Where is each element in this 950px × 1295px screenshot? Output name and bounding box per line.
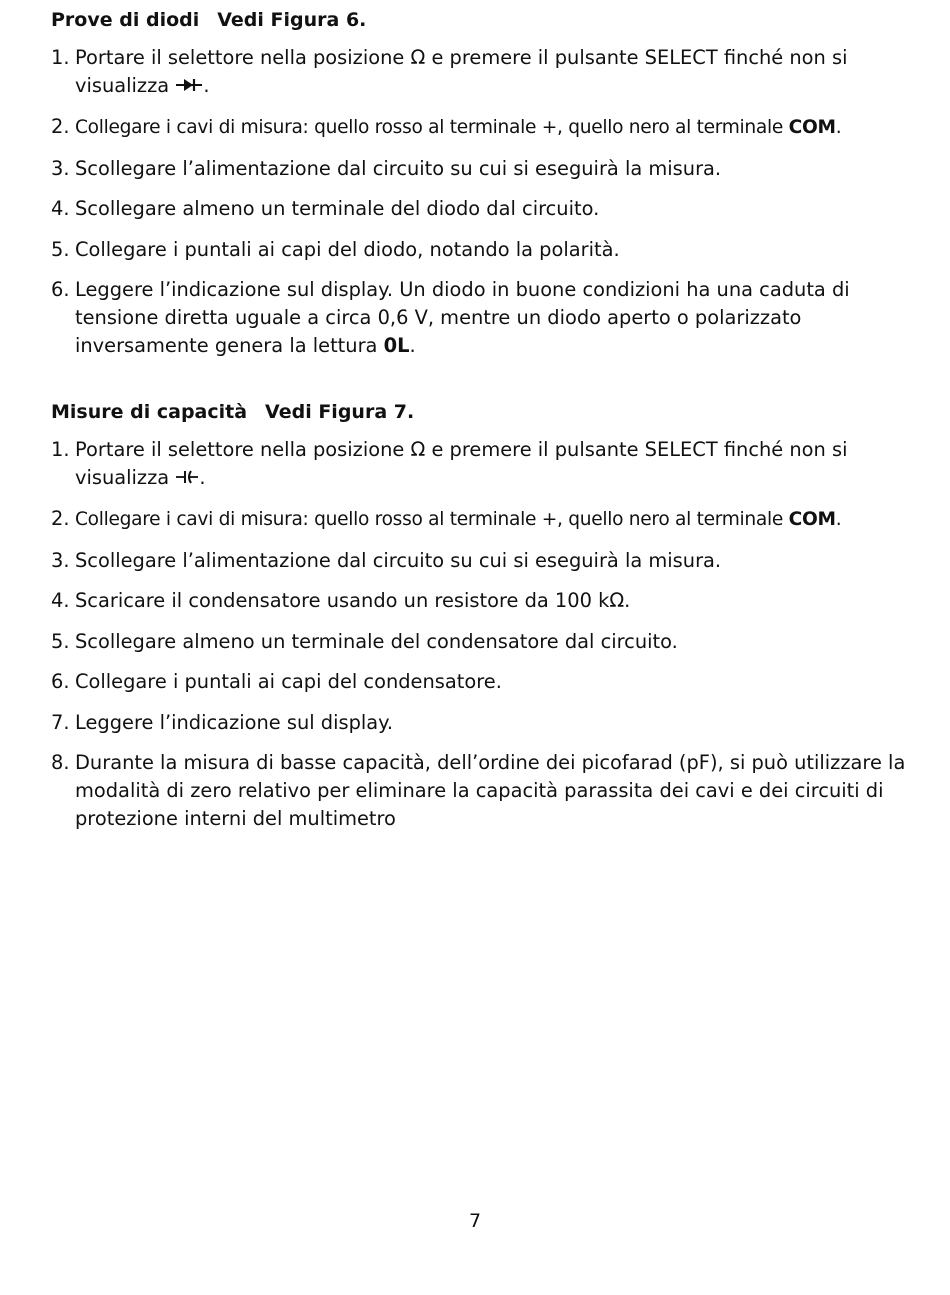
step-text: Scollegare l’alimentazione dal circuito su cui si eseguirà la misura. [75, 156, 722, 180]
step-text [75, 509, 841, 530]
section-title: Prove di diodi [51, 9, 200, 31]
capacitor-icon [175, 465, 199, 493]
steps-list [51, 44, 911, 360]
page-content [51, 6, 911, 871]
list-item [51, 436, 911, 493]
step-number: 3. [51, 156, 70, 180]
step-text-end: . [835, 117, 842, 138]
step-text: Collegare i puntali ai capi del condensatore. [75, 670, 502, 693]
step-text: Leggere l’indicazione sul display. Un diodo in buone condizioni ha una caduta di tensione diretta uguale a circa 0,6 V, mentre un diodo aperto o polarizzato inversamente genera la lettura [75, 278, 850, 357]
step-text-end: . [835, 509, 842, 530]
step-number: 2. [51, 507, 70, 530]
diode-icon [175, 73, 203, 101]
list-item [51, 276, 911, 360]
list-item [51, 44, 911, 101]
step-text-main: Collegare i cavi di misura: quello rosso al terminale +, quello nero al terminale [75, 509, 789, 530]
step-text-end: . [409, 334, 416, 357]
step-text-bold: 0L [383, 334, 410, 357]
step-number: 5. [51, 237, 70, 261]
list-item [51, 155, 911, 183]
step-number: 6. [51, 670, 70, 693]
section-heading [51, 6, 911, 34]
list-item [51, 587, 911, 615]
step-text-bold: COM [788, 509, 836, 530]
figure-reference: Vedi Figura 6. [217, 9, 367, 31]
step-number: 5. [51, 629, 70, 653]
step-number: 4. [51, 589, 70, 612]
list-item [51, 547, 911, 575]
page-number: 7 [468, 1210, 482, 1232]
step-number: 8. [51, 751, 70, 774]
step-text: Portare il selettore nella posizione Ω e premere il pulsante SELECT finché non si visualizza [75, 438, 848, 489]
list-item [51, 113, 911, 142]
steps-list [51, 436, 911, 833]
step-number: 2. [51, 115, 70, 138]
section-title: Misure di capacità [51, 401, 248, 423]
step-text: Portare il selettore nella posizione Ω e premere il pulsante SELECT finché non si visualizza [75, 46, 848, 97]
section-diode-tests [51, 6, 911, 360]
step-text: Scollegare almeno un terminale del condensatore dal circuito. [75, 629, 678, 653]
section-capacitance [51, 398, 911, 833]
step-text: Collegare i puntali ai capi del diodo, notando la polarità. [75, 237, 620, 261]
figure-reference: Vedi Figura 7. [265, 401, 415, 423]
step-text-main: Collegare i cavi di misura: quello rosso al terminale +, quello nero al terminale [75, 117, 789, 138]
step-number: 3. [51, 548, 70, 572]
step-number: 1. [51, 46, 70, 69]
step-text-end: . [199, 466, 206, 489]
step-text-bold: COM [788, 117, 836, 138]
list-item [51, 709, 911, 737]
step-number: 6. [51, 278, 70, 301]
step-text [75, 117, 841, 138]
step-number: 1. [51, 438, 70, 461]
step-number: 4. [51, 197, 70, 220]
step-text: Scollegare almeno un terminale del diodo dal circuito. [75, 197, 600, 220]
list-item [51, 628, 911, 656]
section-heading [51, 398, 911, 426]
step-number: 7. [51, 710, 70, 734]
step-text: Scollegare l’alimentazione dal circuito su cui si eseguirà la misura. [75, 548, 722, 572]
step-text: Scaricare il condensatore usando un resistore da 100 kΩ. [75, 589, 631, 612]
step-text-end: . [203, 74, 210, 97]
list-item [51, 749, 911, 833]
list-item [51, 236, 911, 264]
step-text: Leggere l’indicazione sul display. [75, 710, 394, 734]
step-text: Durante la misura di basse capacità, dell’ordine dei picofarad (pF), si può utilizzare la modalità di zero relativo per eliminare la capacità parassita dei cavi e dei circuiti di protezione interni del multimetro [75, 751, 906, 830]
list-item [51, 668, 911, 696]
list-item [51, 195, 911, 223]
list-item [51, 505, 911, 534]
